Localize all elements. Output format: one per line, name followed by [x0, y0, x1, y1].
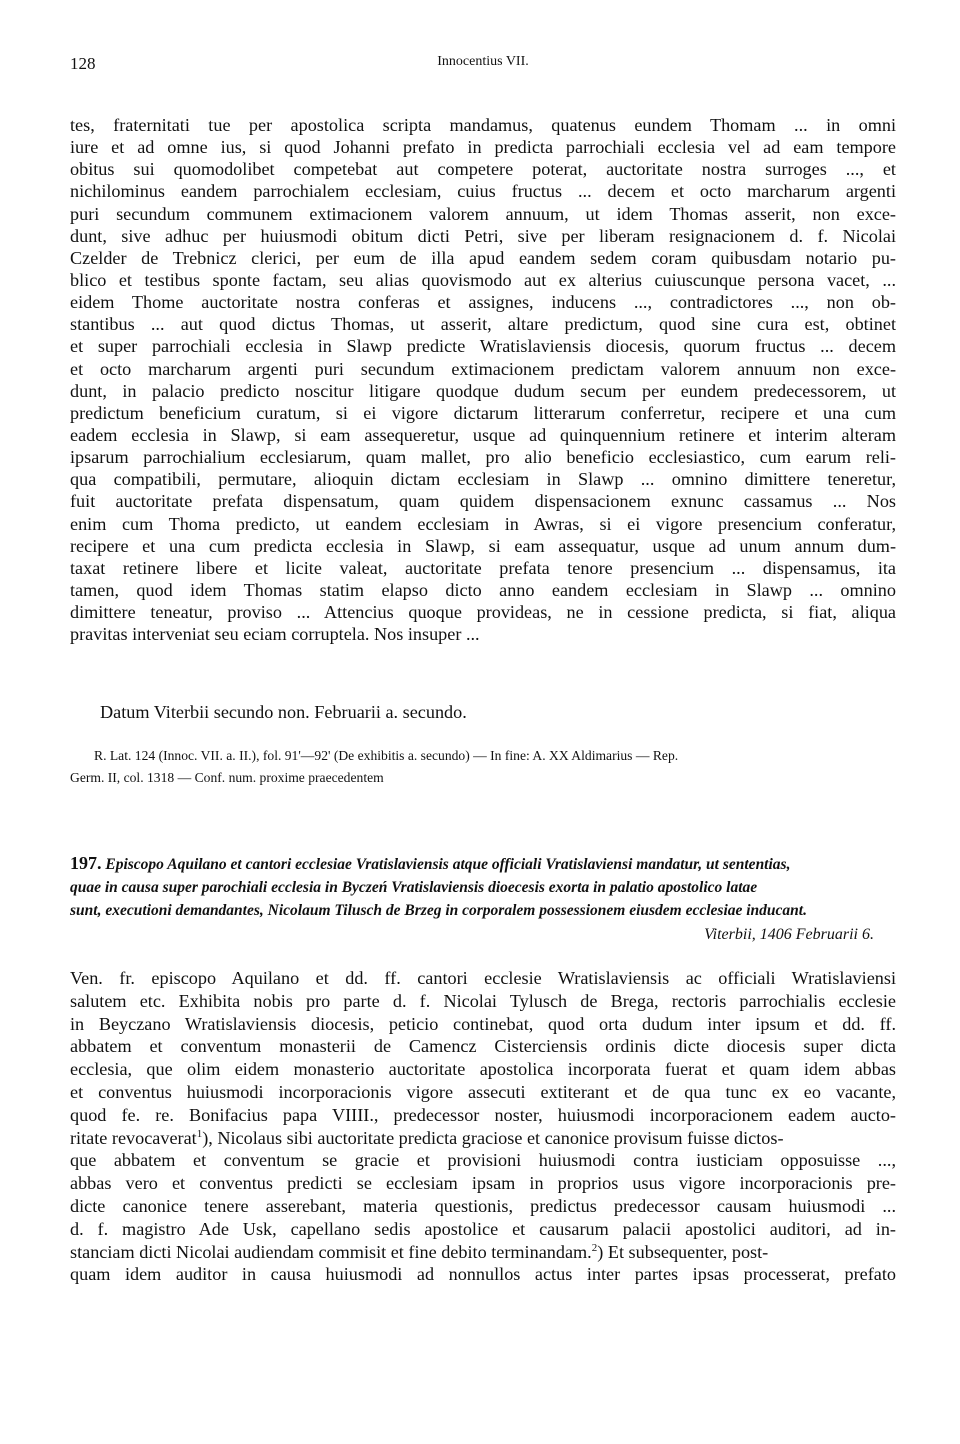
- text-line: Ven. fr. episcopo Aquilano et dd. ff. cantori ecclesie Wratislaviensis ac officiali Wratislaviensi: [70, 968, 896, 988]
- entry-summary: [70, 852, 896, 923]
- text-line: tes, fraternitati tue per apostolica scripta mandamus, quatenus eundem Thomam ... in omni: [70, 115, 896, 135]
- text-line: que abbatem et conventum se gracie et provisioni huiusmodi contra iusticiam opposuisse ...,: [70, 1150, 896, 1171]
- text-line: eadem ecclesia in Slawp, si eam assequeretur, usque ad quinquennium retinere et interim alteram: [70, 424, 896, 445]
- entry-summary-line: sunt, executioni demandantes, Nicolaum Tilusch de Brzeg in corporalem possessionem eiusdem ecclesiae inducant.: [70, 902, 807, 919]
- text-line: Czelder de Trebnicz clerici, per eum de illa apud eandem sedem coram quibusdam notario pu-: [70, 247, 896, 268]
- text-line: d. f. magistro Ade Usk, capellano sedis apostolice et causarum palacii apostolici auditori, ad in-: [70, 1218, 896, 1239]
- entry-summary-text: Episcopo Aquilano et cantori ecclesiae Vratislaviensis atque officiali Vratislaviensi mandatur, ut sententias,: [105, 856, 791, 873]
- text-line: dunt, sive adhuc per huiusmodi obitum dicti Petri, sive per liberam resignacionem d. f. Nicolai: [70, 225, 896, 246]
- text-line: quam idem auditor in causa huiusmodi ad nonnullos actus inter partes ipsas processerat, prefato: [70, 1264, 896, 1285]
- text-line: dunt, in palacio predicto noscitur litigare quodque dudum secum per eundem predecessorem, ut: [70, 380, 896, 401]
- text-line: puri secundum communem extimacionem valorem annuum, ut idem Thomas asserit, non exce-: [70, 203, 896, 224]
- text-line: stantibus ... aut quod dictus Thomas, ut asserit, altare predictum, quod sine cura est, obtinet: [70, 314, 896, 335]
- source-note: [70, 745, 896, 789]
- text-line: obitus sui quomodolibet competebat aut competere poterat, auctoritate nostra surroges ..., et: [70, 159, 896, 180]
- text-line: et super parrochiali ecclesia in Slawp predicte Wratislaviensis diocesis, quorum fructus ... decem: [70, 336, 896, 357]
- entry-summary-line: [70, 852, 896, 876]
- text-line: abbatem et conventum monasterii de Camencz Cisterciensis ordinis dicte diocesis super dicta: [70, 1036, 896, 1057]
- text-line: [70, 1127, 896, 1150]
- text-line: fuit auctoritate prefata dispensatum, quam quidem dispensacionem exnunc cassamus ... Nos: [70, 491, 896, 512]
- text-line: dicte canonice tenere asserebant, materia questionis, predictus predecessor causam huiusmodi ...: [70, 1195, 896, 1216]
- text-line: [70, 1241, 896, 1264]
- text-line: abbas vero et conventus predicti se ecclesiam ipsam in proprios usus vigore incorporacionis pre-: [70, 1173, 896, 1194]
- text-line: enim cum Thoma predicto, ut eandem ecclesiam in Awras, si ei vigore presencium conferatur,: [70, 513, 896, 534]
- running-title: Innocentius VII.: [437, 54, 529, 69]
- page-header: [70, 54, 896, 80]
- entry-number: 197.: [70, 853, 102, 873]
- text-line: salutem etc. Exhibita nobis pro parte d. f. Nicolai Tylusch de Brega, rectoris parrochialis ecclesie: [70, 990, 896, 1011]
- text-line: taxat retinere libere et licite valeat, auctoritate prefata tenore presencium ... dispensamus, ita: [70, 557, 896, 578]
- source-note-line: R. Lat. 124 (Innoc. VII. a. II.), fol. 91'—92' (De exhibitis a. secundo) — In fine: A. XX Aldimarius — Rep.: [94, 748, 679, 763]
- footnote-mark: 2: [591, 1241, 598, 1254]
- footnote-mark: 1: [196, 1127, 203, 1140]
- text-line: qua compatibili, permutare, alioquin dictam ecclesiam in Slawp ... omnino dimittere teneretur,: [70, 469, 896, 490]
- text-line: ipsarum parrochialium ecclesiarum, quam mallet, pro alio beneficio ecclesiastico, cum earum reli-: [70, 447, 896, 468]
- text-line: dimittere teneatur, proviso ... Attencius quoque provideas, ne in cessione predicta, si fiat, aliqua: [70, 602, 896, 623]
- entry-date: Viterbii, 1406 Februarii 6.: [704, 926, 874, 943]
- text-line: in Beyczano Wratislaviensis diocesis, peticio continebat, quod orta dudum inter ipsum et dd. ff.: [70, 1013, 896, 1034]
- text-line: iure et ad omne ius, si quod Johanni prefato in predicta parrochiali ecclesia vel ad eam tempore: [70, 137, 896, 158]
- text-line: recipere et una cum predicta ecclesia in Slawp, si eam assequatur, usque ad unum annum dum-: [70, 535, 896, 556]
- text-line: blico et testibus sponte factam, seu alias quovismodo aut ex alterius cuiuscunque persona vacet, ...: [70, 269, 896, 290]
- source-note-line: Germ. II, col. 1318 — Conf. num. proxime praecedentem: [70, 770, 384, 785]
- text-line: et octo marcharum argenti puri secundum extimacionem predictam valorem annuum non exce-: [70, 358, 896, 379]
- continued-text: [70, 114, 896, 645]
- text-line: quod fe. re. Bonifacius papa VIIII., predecessor noster, huiusmodi incorporacionem eadem aucto-: [70, 1104, 896, 1125]
- text-line: ecclesia, que olim eidem monasterio auctoritate apostolica incorporata fuerat et quam idem abbas: [70, 1059, 896, 1080]
- text-line: nichilominus eandem parrochialem ecclesiam, cuius fructus ... decem et octo marcharum argenti: [70, 181, 896, 202]
- text-fragment: ), Nicolaus sibi auctoritate predicta graciose et canonice provisum fuisse dictos-: [202, 1127, 784, 1148]
- text-fragment: ritate revocaverat: [70, 1127, 197, 1148]
- entry-text: [70, 967, 896, 1286]
- text-line: tamen, quod idem Thomas statim elapso dicto anno eandem ecclesiam in Slawp ... omnino: [70, 579, 896, 600]
- text-line: et conventus huiusmodi incorporacionis vigore assecuti extiterant et de qua tunc ex eo vacante,: [70, 1081, 896, 1102]
- document-page: [70, 54, 896, 1285]
- page-number: 128: [70, 54, 96, 73]
- entry-summary-line: quae in causa super parochiali ecclesia in Byczeń Vratislaviensis dioecesis exorta in palatio apostolico latae: [70, 878, 758, 896]
- text-fragment: stanciam dicti Nicolai audiendam commisit et fine debito terminandam.: [70, 1241, 592, 1262]
- dating-clause: Datum Viterbii secundo non. Februarii a. secundo.: [100, 702, 467, 722]
- text-line: eidem Thome auctoritate nostra conferas et assignes, inducens ..., contradictores ..., non ob-: [70, 292, 896, 313]
- text-line: predictum beneficium curatum, si ei vigore dictarum litterarum conferretur, recipere et una cum: [70, 402, 896, 423]
- text-line: pravitas interveniat seu eciam corruptela. Nos insuper ...: [70, 624, 480, 645]
- text-fragment: ) Et subsequenter, post-: [597, 1241, 769, 1262]
